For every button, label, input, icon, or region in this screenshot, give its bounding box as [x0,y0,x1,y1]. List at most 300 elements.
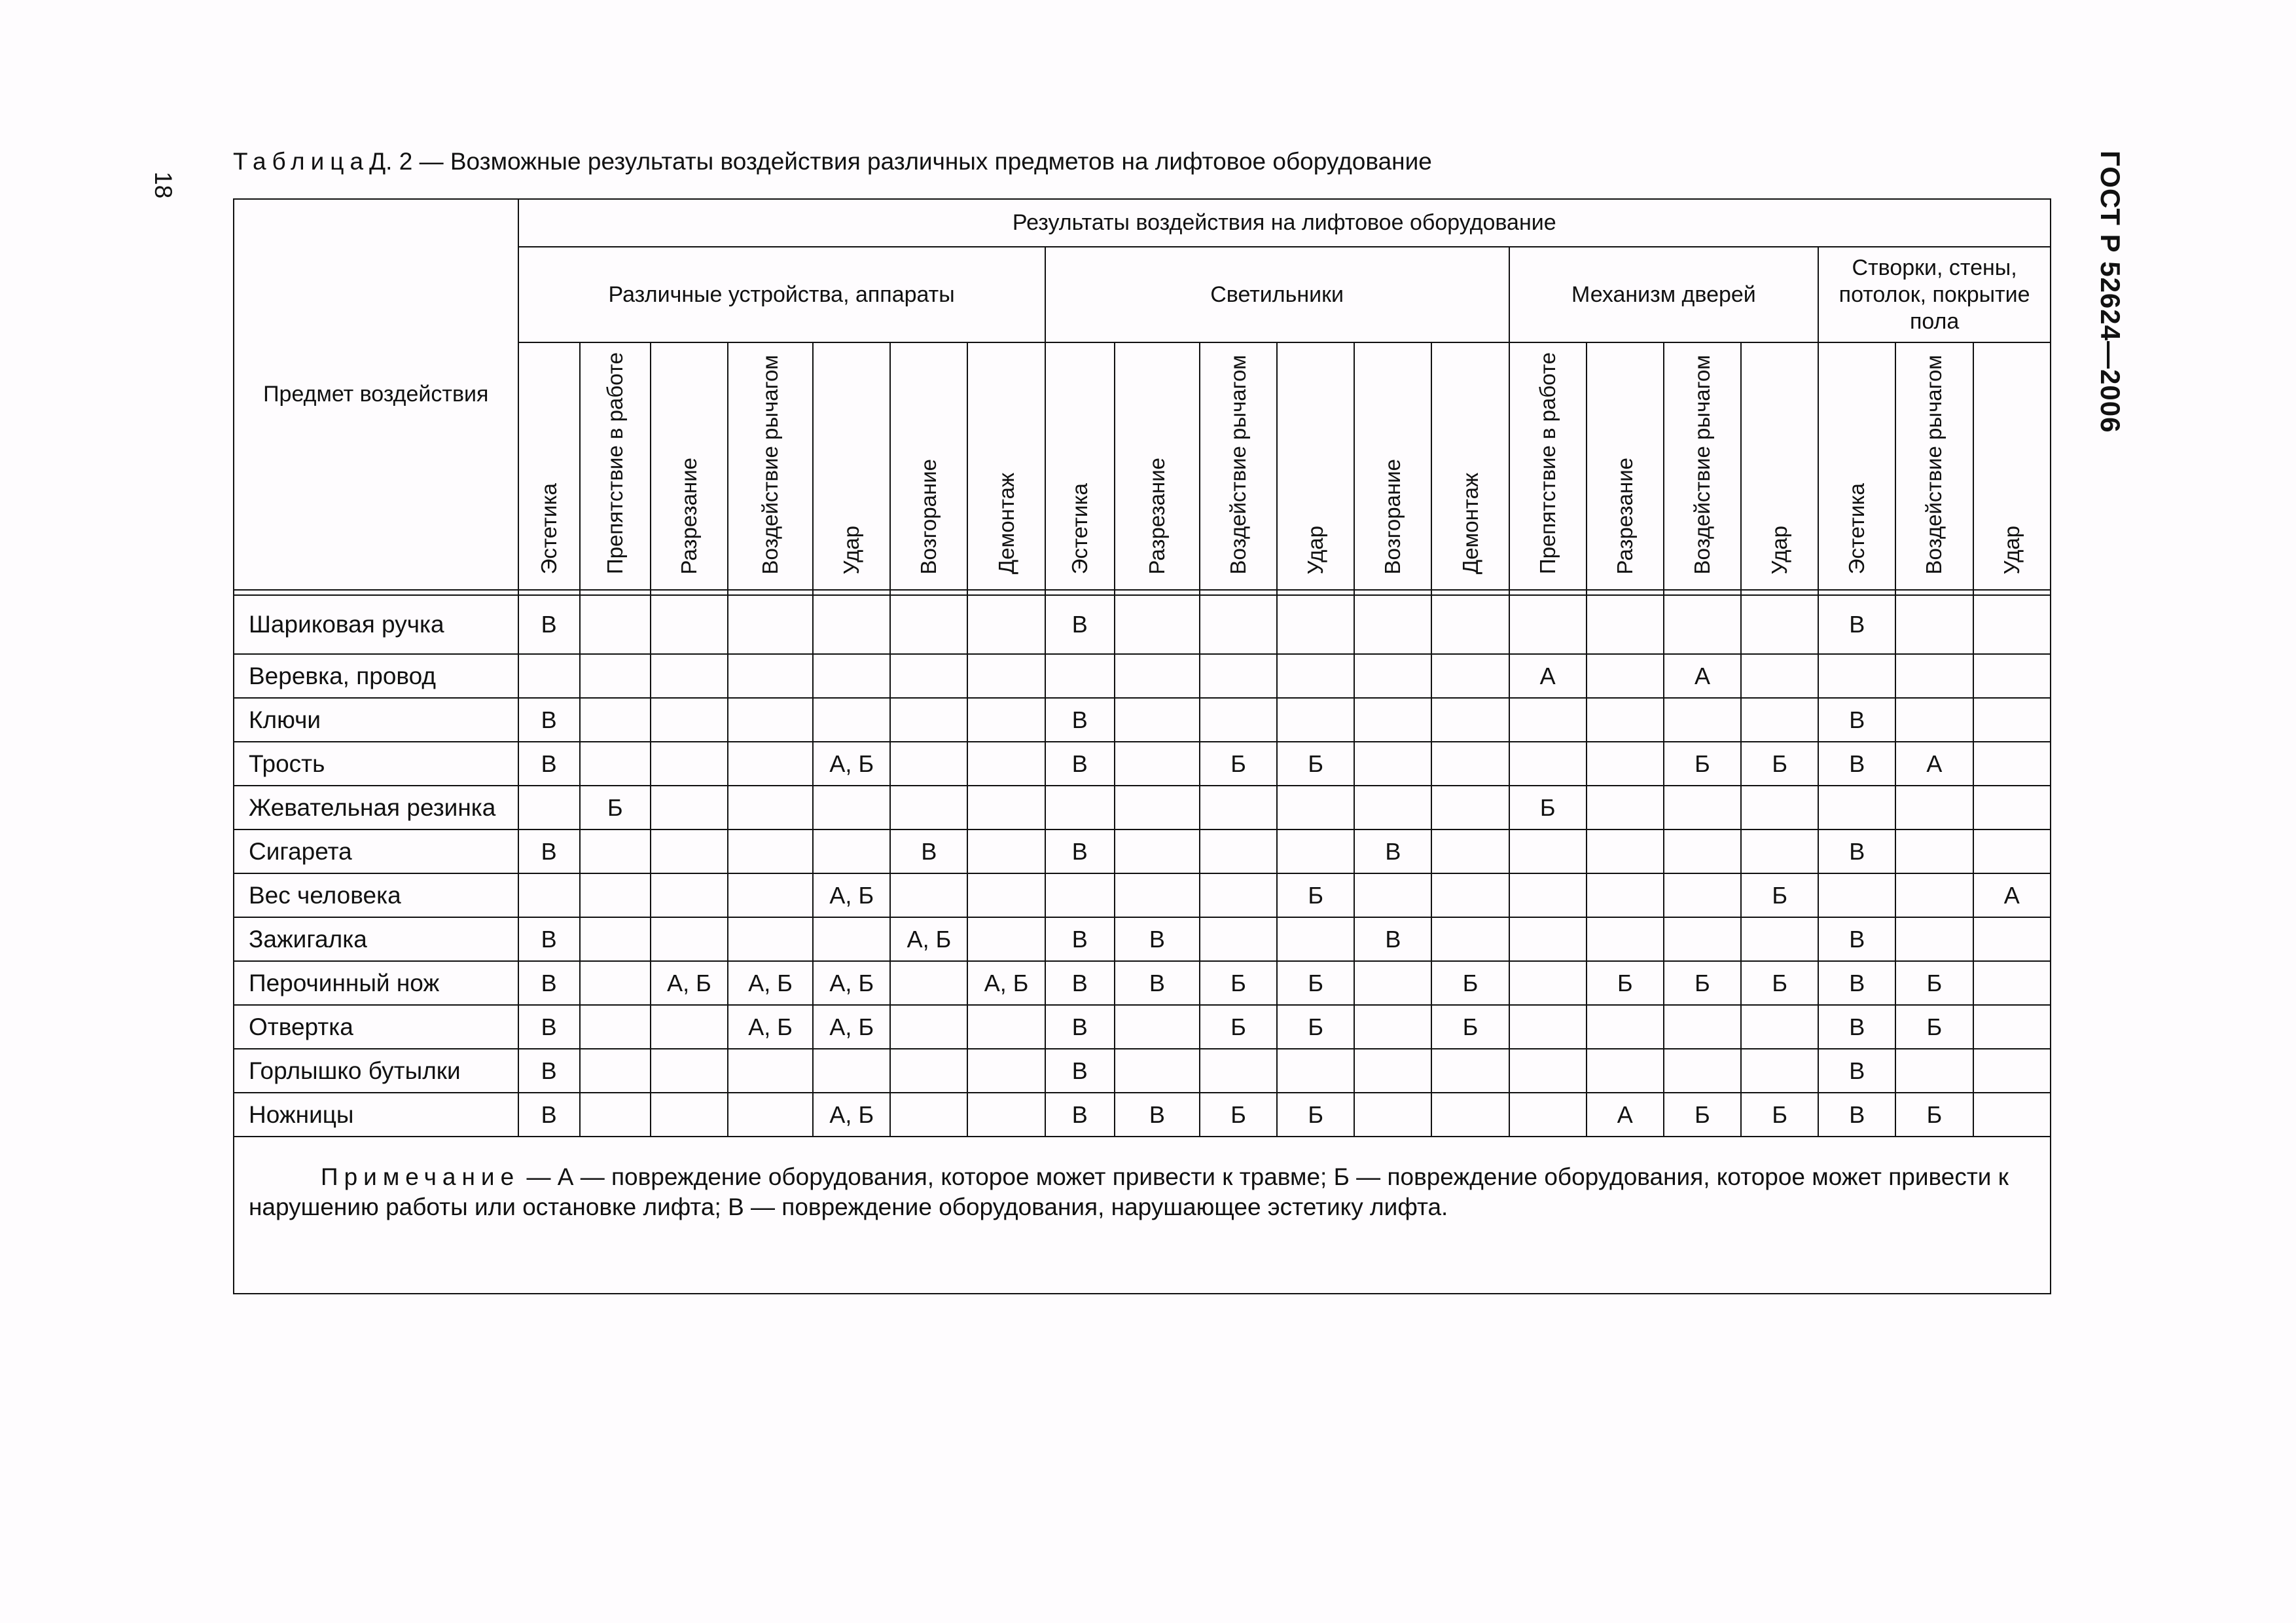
subheader-label: Воздействие рычагом [1689,354,1714,575]
table-cell: В [1818,830,1895,873]
table-cell [1973,654,2051,698]
table-cell [651,654,728,698]
table-cell [1431,1049,1509,1093]
document-code: ГОСТ Р 52624—2006 [2095,151,2126,433]
row-item-label: Трость [234,742,518,786]
subheader [1509,342,1587,590]
separator-cell [1200,590,1277,595]
subheader-label: Демонтаж [994,472,1018,575]
table-cell [1277,654,1354,698]
table-cell [1509,830,1587,873]
table-cell: А, Б [813,873,890,917]
table-cell [1200,786,1277,830]
table-cell [1045,654,1115,698]
table-cell [1509,1005,1587,1049]
row-item-label: Вес человека [234,873,518,917]
table-cell: В [518,698,580,742]
table-cell: В [1818,1093,1895,1137]
table-cell [1587,830,1664,873]
subheader [1115,342,1200,590]
table-cell [1664,786,1741,830]
table-cell: Б [1277,742,1354,786]
table-cell: Б [1277,1093,1354,1137]
table-cell: В [1818,742,1895,786]
subheader [728,342,813,590]
row-item-label: Ключи [234,698,518,742]
table-caption [233,148,1432,175]
table-cell [1895,786,1973,830]
table-cell: Б [1200,742,1277,786]
table-cell [1509,961,1587,1005]
table-cell: Б [1895,961,1973,1005]
table-cell [728,873,813,917]
subheader-label: Удар [1303,525,1328,575]
table-cell: Б [1277,1005,1354,1049]
table-cell: Б [580,786,651,830]
table-cell [967,595,1045,654]
table-cell [651,873,728,917]
table-cell [1115,742,1200,786]
table-cell: А, Б [813,742,890,786]
table-cell [890,873,967,917]
caption-title: — Возможные результаты воздействия различных предметов на лифтовое оборудование [419,148,1432,175]
subheader-label: Воздействие рычагом [758,354,783,575]
table-row [234,1005,2051,1049]
caption-label: Таблица [233,148,370,175]
table-cell: В [1045,1005,1115,1049]
table-cell: Б [1741,873,1818,917]
table-cell: А, Б [813,1005,890,1049]
table-cell: А, Б [890,917,967,961]
table-cell [1431,742,1509,786]
table-cell [1115,786,1200,830]
table-cell: Б [1277,961,1354,1005]
table-cell [651,1093,728,1137]
table-cell [1895,830,1973,873]
table-cell [967,873,1045,917]
note-label: Примечание [321,1163,520,1191]
separator-cell [1115,590,1200,595]
table-cell [1587,1005,1664,1049]
table-cell [651,595,728,654]
table-cell [1354,742,1431,786]
table-cell [728,1093,813,1137]
table-cell [728,786,813,830]
table-cell: А, Б [728,1005,813,1049]
table-cell [580,1005,651,1049]
subheader-label: Удар [839,525,864,575]
table-cell [651,1005,728,1049]
table-cell [1664,917,1741,961]
table-cell: Б [1277,873,1354,917]
subheader [1200,342,1277,590]
table-cell [1277,830,1354,873]
separator-cell [580,590,651,595]
separator-cell [1431,590,1509,595]
table-cell [1115,830,1200,873]
table-cell: В [518,1093,580,1137]
table-cell: Б [1664,961,1741,1005]
table-cell: В [1818,1049,1895,1093]
table-cell [1587,786,1664,830]
table-row [234,1049,2051,1093]
results-header: Результаты воздействия на лифтовое оборудование [518,199,2051,247]
table-cell [1354,1093,1431,1137]
group-header-door-mechanism: Механизм дверей [1509,247,1819,342]
table-cell [651,786,728,830]
table-cell: А, Б [813,1093,890,1137]
table-cell [580,961,651,1005]
table-cell [651,830,728,873]
row-item-label: Веревка, провод [234,654,518,698]
table-cell [1818,873,1895,917]
table-cell [728,917,813,961]
table-cell [1664,1005,1741,1049]
subheader [1895,342,1973,590]
table-row [234,595,2051,654]
table-cell [890,786,967,830]
table-cell: В [518,595,580,654]
table-cell [1200,1049,1277,1093]
table-cell [1354,1049,1431,1093]
subheader-label: Разрезание [1144,457,1169,575]
table-cell [1509,1049,1587,1093]
table-row [234,1093,2051,1137]
table-cell [1509,698,1587,742]
subheader-label: Удар [1767,525,1792,575]
table-cell [1818,654,1895,698]
table-cell [728,654,813,698]
table-cell [1587,654,1664,698]
table-cell [1431,830,1509,873]
table-cell: В [1818,698,1895,742]
table-row [234,873,2051,917]
table-cell [1115,873,1200,917]
table-cell [651,742,728,786]
table-cell [1115,1005,1200,1049]
subheader [1664,342,1741,590]
table-cell [1818,786,1895,830]
table-cell [728,698,813,742]
table-row [234,698,2051,742]
table-cell [967,1093,1045,1137]
table-cell [813,917,890,961]
table-cell: Б [1200,1093,1277,1137]
subheader-label: Воздействие рычагом [1922,354,1946,575]
subheader-label: Возгорание [1380,458,1405,575]
subheader-label: Разрезание [1612,457,1637,575]
separator-cell [1664,590,1741,595]
row-item-label: Сигарета [234,830,518,873]
table-cell: А [1587,1093,1664,1137]
row-item-label: Жевательная резинка [234,786,518,830]
table-cell [1509,873,1587,917]
separator-cell [890,590,967,595]
table-cell [580,654,651,698]
table-cell [1354,873,1431,917]
subheader-label: Демонтаж [1458,472,1482,575]
table-cell [580,873,651,917]
table-cell [1509,1093,1587,1137]
table-cell [1115,698,1200,742]
table-cell: В [1818,1005,1895,1049]
separator-cell [1741,590,1818,595]
table-cell [967,786,1045,830]
table-cell [1741,1049,1818,1093]
table-cell [1431,873,1509,917]
table-cell: В [518,917,580,961]
table-cell [1973,961,2051,1005]
subheader [1587,342,1664,590]
separator-cell [1354,590,1431,595]
table-cell: Б [1664,742,1741,786]
table-cell [1431,1093,1509,1137]
subheader [518,342,580,590]
table-cell: В [518,1005,580,1049]
table-cell [1973,830,2051,873]
results-table [233,198,2051,1294]
table-cell [1277,1049,1354,1093]
table-cell: Б [1431,1005,1509,1049]
subheader [1973,342,2051,590]
table-cell: А, Б [813,961,890,1005]
table-cell [967,917,1045,961]
table-cell [580,1049,651,1093]
table-cell [1115,1049,1200,1093]
table-cell [1354,786,1431,830]
table-cell [1587,698,1664,742]
row-item-label: Ножницы [234,1093,518,1137]
table-cell: В [890,830,967,873]
table-cell [728,742,813,786]
subheader-label: Разрезание [676,457,701,575]
table-row [234,786,2051,830]
table-cell [1895,873,1973,917]
table-cell [580,830,651,873]
table-cell [518,654,580,698]
table-cell: А, Б [651,961,728,1005]
table-cell [1200,654,1277,698]
table-cell [967,1049,1045,1093]
table-cell: В [1045,1093,1115,1137]
table-cell [890,698,967,742]
group-header-walls: Створки, стены, потолок, покрытие пола [1818,247,2051,342]
separator-cell [1587,590,1664,595]
table-cell: В [518,742,580,786]
caption-number: Д. 2 [369,148,413,175]
table-cell [1277,917,1354,961]
table-cell: В [518,830,580,873]
table-cell [518,873,580,917]
table-cell: А, Б [967,961,1045,1005]
table-cell [1973,1005,2051,1049]
table-cell [1354,595,1431,654]
separator-cell [1818,590,1895,595]
table-cell [580,595,651,654]
table-cell: А, Б [728,961,813,1005]
table-cell [1431,786,1509,830]
table-cell [1045,786,1115,830]
table-cell [1045,873,1115,917]
table-cell [1973,917,2051,961]
table-cell [1895,595,1973,654]
table-cell [1200,830,1277,873]
table-row [234,961,2051,1005]
table-cell [1431,654,1509,698]
table-cell [580,742,651,786]
subheader [1431,342,1509,590]
table-row [234,830,2051,873]
table-cell [890,1049,967,1093]
table-cell: Б [1895,1093,1973,1137]
table-cell: В [1115,961,1200,1005]
table-cell [580,917,651,961]
table-cell [1741,595,1818,654]
table-cell [1354,698,1431,742]
subheader [1741,342,1818,590]
table-cell [1587,1049,1664,1093]
table-cell [728,1049,813,1093]
table-cell [1973,595,2051,654]
table-cell [1664,873,1741,917]
group-header-lamps: Светильники [1045,247,1509,342]
table-cell: Б [1587,961,1664,1005]
table-cell: Б [1664,1093,1741,1137]
separator-cell [1973,590,2051,595]
table-cell [1973,786,2051,830]
subheader [967,342,1045,590]
separator-cell [234,590,518,595]
group-header-devices: Различные устройства, аппараты [518,247,1045,342]
table-cell: В [518,1049,580,1093]
table-note [234,1137,2051,1294]
separator-cell [1045,590,1115,595]
table-cell: В [1045,742,1115,786]
table-cell: Б [1895,1005,1973,1049]
table-cell: Б [1200,1005,1277,1049]
table-cell [1277,595,1354,654]
subheader-label: Препятствие в работе [602,352,627,575]
table-cell [1741,786,1818,830]
table-cell [1431,595,1509,654]
table-cell [890,654,967,698]
table-cell [1200,873,1277,917]
table-cell [1587,873,1664,917]
table-cell: В [1115,917,1200,961]
table-row [234,654,2051,698]
table-cell [580,698,651,742]
table-cell: В [1818,595,1895,654]
table-cell [1200,698,1277,742]
table-cell [813,595,890,654]
table-cell [1664,698,1741,742]
table-cell: В [1818,961,1895,1005]
table-cell [1741,654,1818,698]
separator-cell [728,590,813,595]
table-cell [1354,961,1431,1005]
table-row [234,742,2051,786]
subheader-label: Воздействие рычагом [1226,354,1251,575]
table-cell [813,698,890,742]
table-cell [890,595,967,654]
table-cell [813,786,890,830]
table-cell: Б [1741,742,1818,786]
table-cell [1895,654,1973,698]
table-cell: В [1818,917,1895,961]
table-cell [813,654,890,698]
separator-cell [1509,590,1587,595]
table-cell: В [1045,595,1115,654]
table-row [234,917,2051,961]
table-cell: А [1664,654,1741,698]
table-cell [1741,917,1818,961]
table-cell [1895,917,1973,961]
page-number: 18 [150,172,177,199]
table-cell [890,961,967,1005]
table-cell [967,654,1045,698]
table-cell [967,1005,1045,1049]
table-cell: В [1115,1093,1200,1137]
table-cell [1741,830,1818,873]
table-cell [1200,595,1277,654]
subheader [651,342,728,590]
table-cell [1973,1049,2051,1093]
row-item-label: Горлышко бутылки [234,1049,518,1093]
subheader-label: Эстетика [1844,483,1869,575]
table-cell: В [518,961,580,1005]
table-cell [1200,917,1277,961]
table-cell: А [1895,742,1973,786]
table-cell: Б [1431,961,1509,1005]
table-cell [580,1093,651,1137]
table-cell [1664,830,1741,873]
table-cell [651,917,728,961]
table-cell [1587,595,1664,654]
subheader-label: Возгорание [916,458,941,575]
row-item-label: Отвертка [234,1005,518,1049]
row-item-label: Зажигалка [234,917,518,961]
separator-cell [651,590,728,595]
subheader [1045,342,1115,590]
subheader-label: Эстетика [536,483,561,575]
subheader-label: Эстетика [1067,483,1092,575]
table-cell [890,742,967,786]
table-cell: В [1045,830,1115,873]
table-cell [813,1049,890,1093]
table-cell [1741,698,1818,742]
table-cell [1973,1093,2051,1137]
table-cell [1509,742,1587,786]
table-cell: Б [1509,786,1587,830]
table-cell: В [1045,1049,1115,1093]
subheader-label: Препятствие в работе [1535,352,1560,575]
separator-cell [1277,590,1354,595]
table-cell [1509,595,1587,654]
note-text: — А — повреждение оборудования, которое может привести к травме; Б — повреждение оборудования, которое может привести к нарушению работы или остановке лифта; В — повреждение оборудования, нарушающее эстетику лифта. [249,1163,2009,1221]
table-cell [1973,698,2051,742]
table-cell [813,830,890,873]
table-cell [890,1093,967,1137]
table-cell [518,786,580,830]
subheader-label: Удар [1999,525,2024,575]
table-cell [1895,1049,1973,1093]
table-cell [1741,1005,1818,1049]
separator-cell [518,590,580,595]
subheader [813,342,890,590]
table-cell [1354,654,1431,698]
table-cell [1664,595,1741,654]
table-cell [728,830,813,873]
